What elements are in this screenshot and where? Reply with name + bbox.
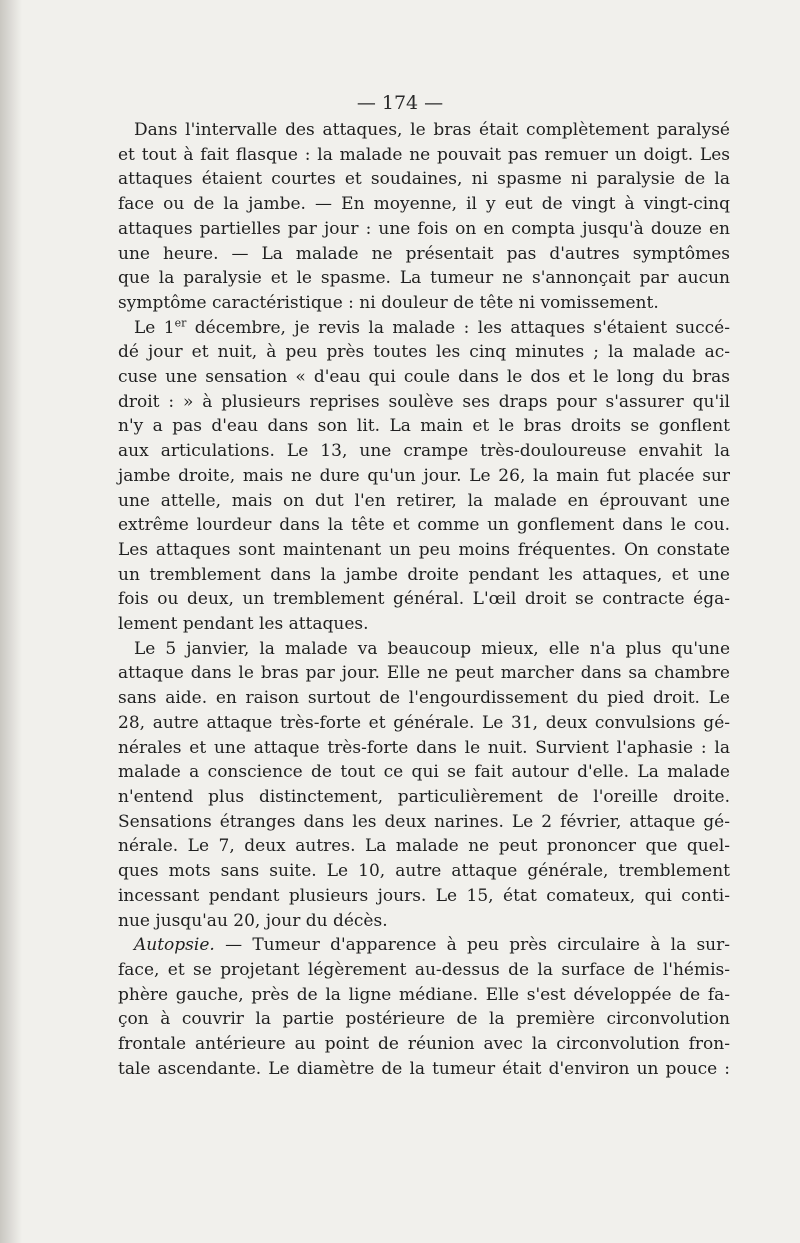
paragraph-2 — [118, 316, 730, 637]
text-line: attaques partielles par jour : une fois on en compta jusqu'à douze en — [118, 218, 730, 239]
text-line: Sensations étranges dans les deux narines. Le 2 février, attaque gé- — [118, 811, 730, 832]
text-line: droit : » à plusieurs reprises soulève ses draps pour s'assurer qu'il — [118, 391, 730, 412]
text-line: n'y a pas d'eau dans son lit. La main et le bras droits se gonflent — [118, 416, 730, 437]
text-line: que la paralysie et le spasme. La tumeur ne s'annonçait par aucun — [118, 268, 730, 289]
text-line: attaque dans le bras par jour. Elle ne peut marcher dans sa chambre — [118, 663, 730, 684]
ordinal-superscript: er — [174, 315, 187, 329]
text-line: une heure. — La malade ne présentait pas d'autres symptômes — [118, 243, 730, 264]
text-line: et tout à fait flasque : la malade ne pouvait pas remuer un doigt. Les — [118, 144, 730, 165]
text-line: symptôme caractéristique : ni douleur de tête ni vomissement. — [118, 292, 659, 313]
text-line: tale ascendante. Le diamètre de la tumeur était d'environ un pouce : — [118, 1058, 730, 1079]
section-lead-autopsie: Autopsie. — [134, 935, 215, 956]
page-spine-shadow — [0, 0, 22, 1243]
text-line: phère gauche, près de la ligne médiane. Elle s'est développée de fa- — [118, 984, 730, 1005]
text-line-rest: décembre, je revis la malade : les attaques s'étaient succé- — [186, 317, 730, 338]
text-line: 28, autre attaque très-forte et générale. Le 31, deux convulsions gé- — [118, 712, 730, 733]
text-line: face, et se projetant légèrement au-dessus de la surface de l'hémis- — [118, 959, 730, 980]
text-line: aux articulations. Le 13, une crampe très-douloureuse envahit la — [118, 441, 730, 462]
text-line-with-lead — [118, 933, 730, 958]
text-line: Dans l'intervalle des attaques, le bras était complètement paralysé — [134, 120, 730, 140]
paragraph-1 — [118, 118, 730, 316]
body-text — [118, 118, 730, 1081]
text-line: çon à couvrir la partie postérieure de la première circonvolution — [118, 1009, 730, 1030]
text-line: nue jusqu'au 20, jour du décès. — [118, 910, 388, 931]
text-line-rest: — Tumeur d'apparence à peu près circulaire à la sur- — [214, 935, 730, 956]
text-line: nérale. Le 7, deux autres. La malade ne peut prononcer que quel- — [118, 836, 730, 857]
text-line: lement pendant les attaques. — [118, 614, 369, 635]
text-line: face ou de la jambe. — En moyenne, il y eut de vingt à vingt-cinq — [118, 194, 730, 215]
text-line-with-ordinal — [118, 316, 730, 341]
text-line: Les attaques sont maintenant un peu moins fréquentes. On constate — [118, 539, 730, 560]
text-line: malade a conscience de tout ce qui se fait autour d'elle. La malade — [118, 762, 730, 783]
text-line: une attelle, mais on dut l'en retirer, la malade en éprouvant une — [118, 490, 730, 511]
page-number: — 174 — — [356, 92, 444, 114]
text-line: incessant pendant plusieurs jours. Le 15, état comateux, qui conti- — [118, 885, 730, 906]
date-prefix: Le 1 — [134, 317, 175, 338]
text-line: frontale antérieure au point de réunion avec la circonvolution fron- — [118, 1034, 730, 1055]
text-line: jambe droite, mais ne dure qu'un jour. Le 26, la main fut placée sur — [118, 465, 730, 486]
text-line: sans aide. en raison surtout de l'engourdissement du pied droit. Le — [118, 688, 730, 709]
paragraph-3 — [118, 637, 730, 933]
text-line: dé jour et nuit, à peu près toutes les cinq minutes ; la malade ac- — [118, 342, 730, 363]
text-line: ques mots sans suite. Le 10, autre attaque générale, tremblement — [118, 861, 730, 882]
text-line: attaques étaient courtes et soudaines, ni spasme ni paralysie de la — [118, 169, 730, 190]
text-line: extrême lourdeur dans la tête et comme un gonflement dans le cou. — [118, 515, 730, 536]
text-line: fois ou deux, un tremblement général. L'œil droit se contracte éga- — [118, 589, 730, 610]
text-line: n'entend plus distinctement, particulièrement de l'oreille droite. — [118, 786, 730, 807]
text-line: Le 5 janvier, la malade va beaucoup mieux, elle n'a plus qu'une — [134, 638, 730, 659]
paragraph-4 — [118, 933, 730, 1081]
text-line: un tremblement dans la jambe droite pendant les attaques, et une — [118, 564, 730, 585]
text-line: cuse une sensation « d'eau qui coule dans le dos et le long du bras — [118, 367, 730, 388]
text-line: nérales et une attaque très-forte dans le nuit. Survient l'aphasie : la — [118, 737, 730, 758]
